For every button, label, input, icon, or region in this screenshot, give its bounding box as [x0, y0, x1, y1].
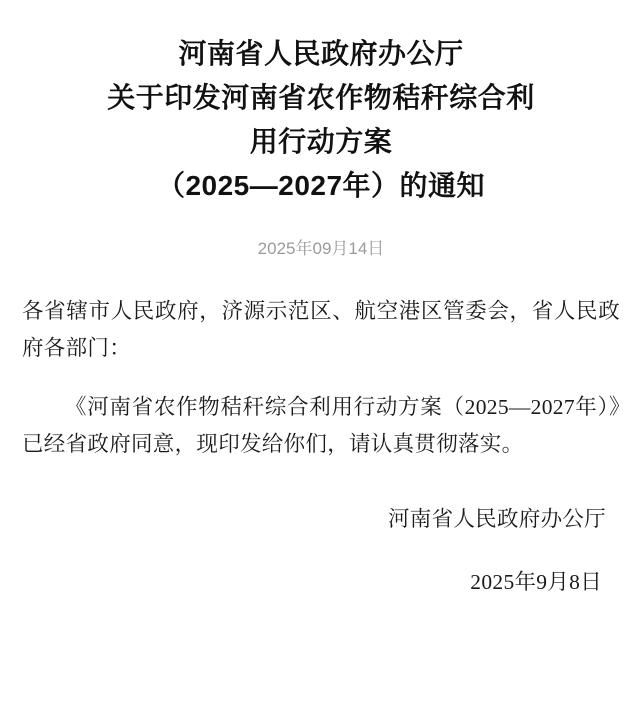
signature-date: 2025年9月8日 — [470, 570, 602, 594]
signature-office: 河南省人民政府办公厅 — [387, 507, 606, 531]
page-title — [18, 32, 624, 208]
title-line-2: 关于印发河南省农作物秸秆综合利 — [107, 82, 535, 113]
addressee-paragraph: 各省辖市人民政府，济源示范区、航空港区管委会，省人民政府各部门： — [22, 299, 620, 360]
title-line-3: 用行动方案 — [249, 126, 393, 157]
publish-date: 2025年09月14日 — [257, 239, 385, 258]
document-body — [18, 293, 624, 601]
title-line-1: 河南省人民政府办公厅 — [178, 38, 464, 69]
title-line-4: （2025—2027年）的通知 — [156, 170, 486, 201]
body-paragraph: 《河南省农作物秸秆综合利用行动方案（2025—2027年）》已经省政府同意，现印发给你们，请认真贯彻落实。 — [22, 395, 620, 456]
